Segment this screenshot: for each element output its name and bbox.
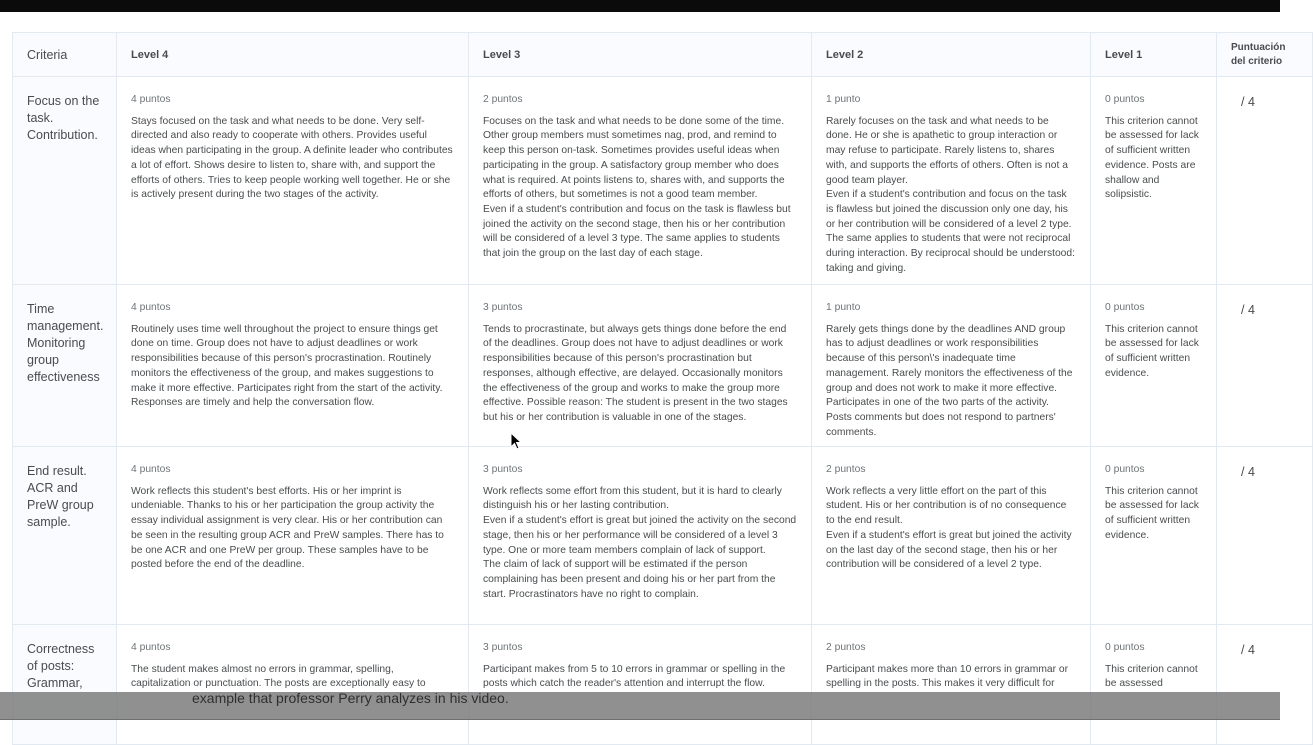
level-description: Routinely uses time well throughout the project to ensure things get done on time. Group does not have to adjust deadlines or work responsibilities because of this person's procrastination. Routinely monitors the effectiveness of the group, and makes suggestions to make it more effective. Participates right from the start of the activity. Responses are timely and help the conversation flow. [131, 323, 443, 409]
level-3-cell[interactable] [469, 625, 812, 745]
level-points: 0 puntos [1105, 642, 1145, 653]
level-points: 4 puntos [131, 642, 171, 653]
level-description: Participant makes from 5 to 10 errors in grammar or spelling in the posts which catch the reader's attention and interrupt the flow. [483, 663, 786, 690]
top-bar [0, 0, 1280, 12]
level-description: This criterion cannot be assessed for lack of sufficient written evidence. Posts are shallow and solipsistic. [1105, 115, 1199, 201]
level-points: 4 puntos [131, 302, 171, 313]
level-points: 3 puntos [483, 642, 523, 653]
level-points: 0 puntos [1105, 464, 1145, 475]
level-description: Tends to procrastinate, but always gets things done before the end of the deadlines. Group does not have to adjust deadlines or work responsibilities because of this person's procrastination but responses, although effective, are delayed. Occasionally monitors the effectiveness of the group and works to make the group more effective. Possible reason: The student is present in the two stages but his or her contribution is valuable in one of the stages. [483, 323, 788, 423]
criterion-score: / 4 [1217, 77, 1313, 285]
score-header-line1: Puntuación [1231, 41, 1286, 53]
level-1-cell[interactable] [1091, 77, 1217, 285]
criterion-name: Focus on the task. Contribution. [13, 77, 117, 285]
score-header-line2: del criterio [1231, 55, 1283, 67]
level-3-header: Level 3 [469, 33, 812, 77]
level-points: 3 puntos [483, 464, 523, 475]
level-4-cell[interactable] [117, 77, 469, 285]
score-header [1217, 33, 1313, 77]
criterion-row-correctness [13, 625, 1313, 745]
criterion-score: / 4 [1217, 285, 1313, 447]
level-points: 2 puntos [826, 642, 866, 653]
level-1-cell[interactable] [1091, 285, 1217, 447]
level-description: Rarely focuses on the task and what needs to be done. He or she is apathetic to group interaction or may refuse to participate. Rarely listens to, shares with, and supports the efforts of others. Often is not a good team player. Even if a student's contribution and focus on the task is flawless but joined the discussion only one day, his or her contribution will be considered of a level 2 type. The same applies to students that were not reciprocal during interaction. By reciprocal should be understood: taking and giving. [826, 115, 1075, 274]
level-description: Stays focused on the task and what needs to be done. Very self-directed and also ready to cooperate with others. Provides useful ideas when participating in the group. A definite leader who contributes a lot of effort. Shows desire to listen to, share with, and support the efforts of others. Tries to keep people working well together. He or she is actively present during the two stages of the activity. [131, 115, 453, 201]
rubric-container [12, 32, 1286, 732]
criterion-score: / 4 [1217, 447, 1313, 625]
rubric-table [12, 32, 1313, 745]
level-4-cell[interactable] [117, 285, 469, 447]
level-description: Focuses on the task and what needs to be done some of the time. Other group members must sometimes nag, prod, and remind to keep this person on-task. Sometimes provides useful ideas when participating in the group. A satisfactory group member who does what is required. At points listens to, shares with, and supports the efforts of others, but sometimes is not a good team member. Even if a student's contribution and focus on the task is flawless but joined the activity on the second stage, then his or her contribution will be considered of a level 3 type. The same applies to students that join the group on the last day of each stage. [483, 115, 791, 260]
criterion-name: Correctness of posts: Grammar, [13, 625, 117, 745]
criterion-row-end-result [13, 447, 1313, 625]
level-2-cell[interactable] [812, 285, 1091, 447]
level-2-cell[interactable] [812, 77, 1091, 285]
level-1-cell[interactable] [1091, 447, 1217, 625]
level-3-cell[interactable] [469, 447, 812, 625]
level-description: This criterion cannot be assessed for lack of sufficient written evidence. [1105, 485, 1199, 541]
level-4-cell[interactable] [117, 447, 469, 625]
level-2-header: Level 2 [812, 33, 1091, 77]
level-description: The student makes almost no errors in grammar, spelling, capitalization or punctuation. The posts are exceptionally easy to [131, 663, 426, 690]
level-points: 2 puntos [826, 464, 866, 475]
header-row [13, 33, 1313, 77]
level-3-cell[interactable] [469, 77, 812, 285]
level-points: 3 puntos [483, 302, 523, 313]
level-description: Work reflects this student's best efforts. His or her imprint is undeniable. Thanks to his or her participation the group activity the essay individual assignment is very clear. His or her contribution can be seen in the resulting group ACR and PreW samples. There has to be one ACR and one PreW per group. These samples have to be posted before the end of the deadline. [131, 485, 444, 571]
level-points: 0 puntos [1105, 94, 1145, 105]
level-points: 2 puntos [483, 94, 523, 105]
level-description: Participant makes more than 10 errors in grammar or spelling in the posts. This makes it very difficult for [826, 663, 1069, 690]
mouse-cursor-icon [510, 432, 522, 450]
level-3-cell[interactable] [469, 285, 812, 447]
level-description: Work reflects a very little effort on the part of this student. His or her contribution is of no consequence to the end result. Even if a student's effort is great but joined the activity on the last day of the second stage, then his or her contribution will be considered of a level 2 type. [826, 485, 1072, 571]
level-4-cell[interactable] [117, 625, 469, 745]
criterion-name: Time management. Monitoring group effectiveness [13, 285, 117, 447]
level-points: 4 puntos [131, 464, 171, 475]
level-2-cell[interactable] [812, 447, 1091, 625]
level-4-header: Level 4 [117, 33, 469, 77]
criterion-name: End result. ACR and PreW group sample. [13, 447, 117, 625]
video-caption: example that professor Perry analyzes in his video. [192, 690, 509, 706]
level-description: This criterion cannot be assessed for lack of sufficient written evidence. [1105, 323, 1199, 379]
level-description: Rarely gets things done by the deadlines AND group has to adjust deadlines or work responsibilities because of this person\'s inadequate time management. Rarely monitors the effectiveness of the group and does not work to make it more effective. Participates in one of the two parts of the activity. Posts comments but does not respond to partners' comments. [826, 323, 1073, 438]
level-points: 4 puntos [131, 94, 171, 105]
level-description: Work reflects some effort from this student, but it is hard to clearly distinguish his or her lasting contribution. Even if a student's effort is great but joined the activity on the second stage, then his or her performance will be considered of a level 3 type. One or more team members complain of lack of support. The claim of lack of support will be estimated if the person complaining has been present and doing his or her part from the start. Procrastinators have no right to complain. [483, 485, 797, 600]
level-points: 1 punto [826, 302, 861, 313]
level-2-cell[interactable] [812, 625, 1091, 745]
level-1-header: Level 1 [1091, 33, 1217, 77]
criterion-row-time-management [13, 285, 1313, 447]
level-description: This criterion cannot be assessed [1105, 663, 1198, 690]
criterion-row-focus [13, 77, 1313, 285]
criteria-header: Criteria [13, 33, 117, 77]
criterion-score: / 4 [1217, 625, 1313, 745]
level-points: 0 puntos [1105, 302, 1145, 313]
level-1-cell[interactable] [1091, 625, 1217, 745]
level-points: 1 punto [826, 94, 861, 105]
